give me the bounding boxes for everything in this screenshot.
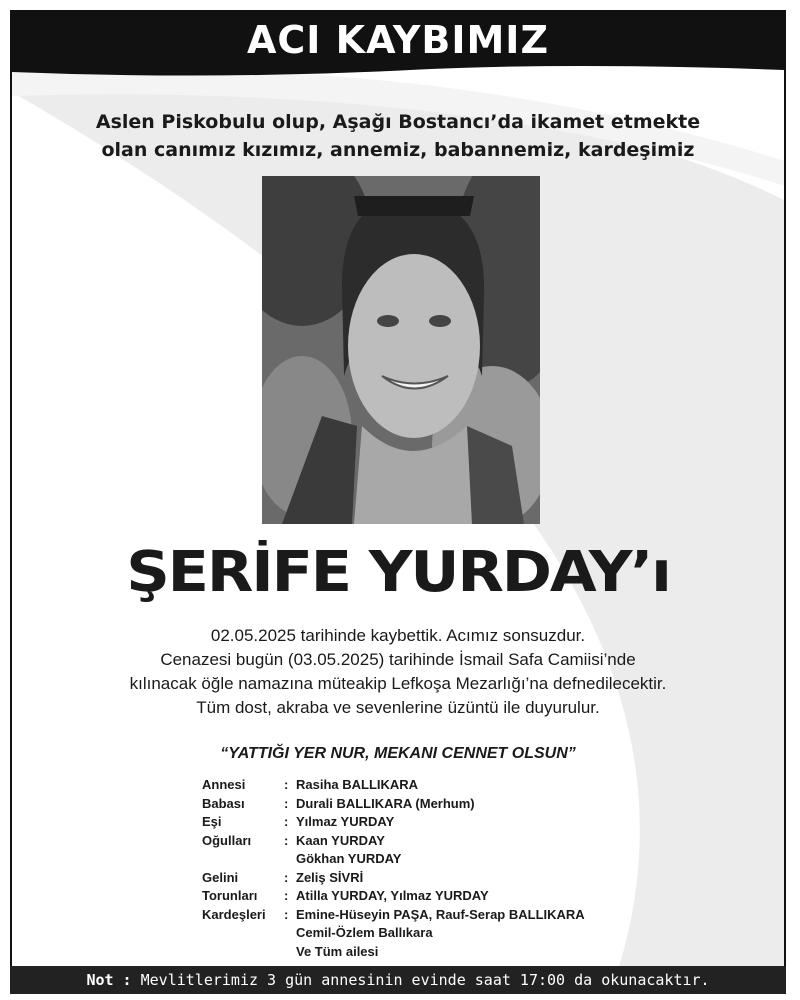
prayer-quote: “YATTIĞI YER NUR, MEKANI CENNET OLSUN” (220, 745, 576, 762)
family-row: Eşi : Yılmaz YURDAY (202, 813, 585, 832)
intro-line: Aslen Piskobulu olup, Aşağı Bostancı’da ikamet etmekte (95, 111, 701, 133)
family-member: Zeliş SİVRİ (296, 869, 364, 885)
announcement-line: kılınacak öğle namazına müteakip Lefkoşa Mezarlığı’na defnedilecektir. (129, 674, 667, 693)
family-member: Emine-Hüseyin PAŞA, Rauf-Serap BALLIKARA (296, 906, 585, 922)
family-row: Kardeşleri : Emine-Hüseyin PAŞA, Rauf-Serap BALLIKARA Cemil-Özlem Ballıkara Ve Tüm ailesi (202, 906, 585, 962)
note-text: Mevlitlerimiz 3 gün annesinin evinde saat 17:00 da okunacaktır. (131, 971, 710, 989)
family-relation: Torunları (202, 888, 258, 903)
family-member: Kaan YURDAY (296, 832, 385, 848)
family-member: Yılmaz YURDAY (296, 814, 395, 829)
announcement-text (12, 624, 784, 720)
family-row: Babası : Durali BALLIKARA (Merhum) (202, 795, 585, 814)
family-member: Rasiha BALLIKARA (296, 777, 419, 792)
family-member: Durali BALLIKARA (Merhum) (296, 795, 475, 811)
family-row: Torunları : Atilla YURDAY, Yılmaz YURDAY (202, 887, 585, 906)
announcement-line: 02.05.2025 tarihinde kaybettik. Acımız sonsuzdur. (210, 626, 586, 645)
family-row: Annesi : Rasiha BALLIKARA (202, 776, 585, 795)
family-member: Gökhan YURDAY (296, 851, 402, 866)
announcement-line: Tüm dost, akraba ve sevenlerine üzüntü ile duyurulur. (196, 698, 600, 717)
notice-frame (10, 10, 786, 986)
family-member: Ve Tüm ailesi (296, 943, 379, 959)
note-bar (10, 966, 786, 994)
family-relation: Kardeşleri (202, 906, 266, 922)
family-relation: Gelini (202, 869, 239, 885)
announcement-line: Cenazesi bugün (03.05.2025) tarihinde İsmail Safa Camiisi’nde (160, 650, 636, 669)
intro-text (12, 108, 784, 164)
family-row: Oğulları : Kaan YURDAY Gökhan YURDAY (202, 832, 585, 869)
note-label: Not : (86, 971, 132, 989)
family-row: Gelini : Zeliş SİVRİ (202, 869, 585, 888)
family-relation: Eşi (202, 814, 222, 829)
family-list (202, 776, 585, 961)
family-member: Atilla YURDAY, Yılmaz YURDAY (296, 888, 489, 903)
page-title: ACI KAYBIMIZ (246, 18, 549, 62)
family-relation: Annesi (202, 777, 246, 792)
deceased-name: ŞERİFE YURDAY’ı (126, 540, 670, 605)
family-member: Cemil-Özlem Ballıkara (296, 925, 433, 940)
portrait-photo (262, 176, 540, 524)
family-relation: Oğulları (202, 832, 252, 848)
family-relation: Babası (202, 795, 245, 811)
intro-line: olan canımız kızımız, annemiz, babannemiz, kardeşimiz (101, 139, 695, 161)
